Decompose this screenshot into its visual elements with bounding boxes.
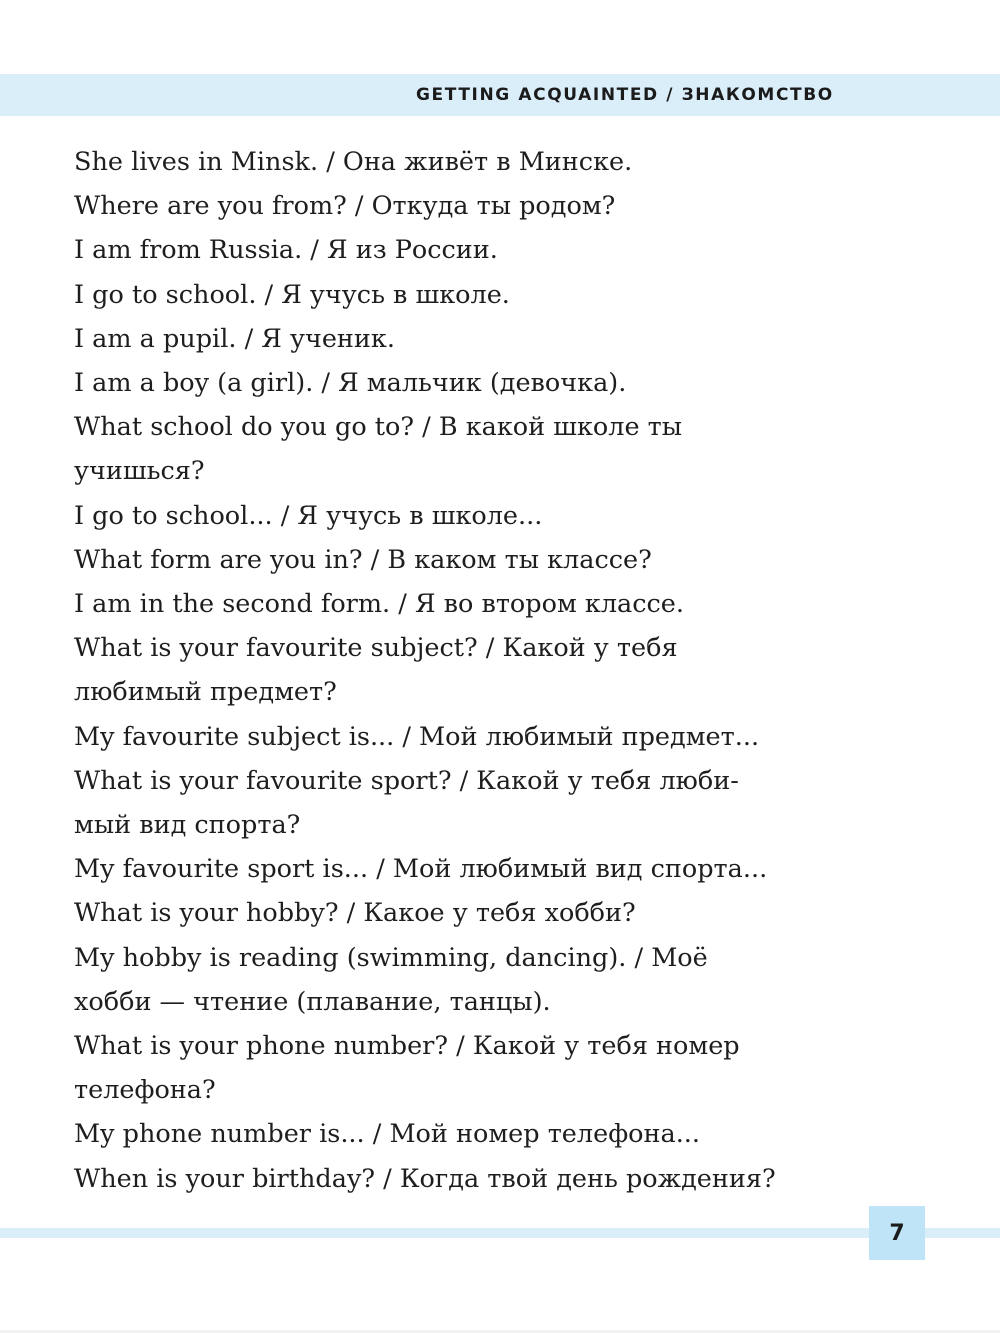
phrase-text: What is your favourite sport? / Какой у тебя люби- (74, 765, 739, 796)
section-title: GETTING ACQUAINTED / ЗНАКОМСТВО (416, 85, 834, 105)
phrase-text: I am a pupil. / Я ученик. (74, 323, 395, 354)
phrase-item (74, 317, 954, 361)
phrase-continuation: телефона? (74, 1075, 216, 1106)
phrase-text: My favourite subject is... / Мой любимый предмет... (74, 721, 760, 752)
phrase-text: She lives in Minsk. / Она живёт в Минске. (74, 147, 633, 177)
phrase-text: My phone number is... / Мой номер телефона... (74, 1119, 701, 1150)
phrase-text: I am a boy (a girl). / Я мальчик (девочка). (74, 368, 627, 399)
phrase-text: Where are you from? / Откуда ты родом? (74, 191, 616, 222)
phrase-text: What is your phone number? / Какой у тебя номер (74, 1031, 740, 1062)
phrase-list (74, 140, 954, 1201)
phrase-item (74, 1024, 954, 1112)
phrase-text: What is your favourite subject? / Какой у тебя (74, 633, 678, 664)
phrase-text: My hobby is reading (swimming, dancing). / Моё (74, 942, 708, 973)
phrase-item (74, 140, 954, 184)
page-number-text: 7 (889, 1220, 905, 1246)
phrase-text: I go to school. / Я учусь в школе. (74, 279, 510, 310)
phrase-item (74, 273, 954, 317)
phrase-item (74, 361, 954, 405)
phrase-item (74, 1112, 954, 1156)
phrase-item (74, 759, 954, 847)
phrase-item (74, 1157, 954, 1201)
phrase-text: I go to school... / Я учусь в школе... (74, 500, 543, 531)
phrase-item (74, 494, 954, 538)
phrase-item (74, 891, 954, 935)
phrase-text: What is your hobby? / Какое у тебя хобби? (74, 898, 636, 929)
phrase-item (74, 582, 954, 626)
phrase-item (74, 538, 954, 582)
phrase-continuation: хобби — чтение (плавание, танцы). (74, 986, 551, 1017)
phrase-continuation: любимый предмет? (74, 677, 337, 708)
phrase-text: My favourite sport is... / Мой любимый вид спорта... (74, 854, 768, 885)
phrase-item (74, 847, 954, 891)
phrase-text: What form are you in? / В каком ты классе? (74, 544, 652, 575)
phrase-text: I am in the second form. / Я во втором классе. (74, 589, 684, 620)
phrase-text: I am from Russia. / Я из России. (74, 235, 498, 266)
phrase-item (74, 184, 954, 228)
phrase-item (74, 936, 954, 1024)
phrase-item (74, 405, 954, 493)
phrase-item (74, 228, 954, 272)
footer-divider (0, 1228, 1000, 1238)
phrase-text: When is your birthday? / Когда твой день рождения? (74, 1163, 776, 1194)
page-number (869, 1206, 925, 1260)
phrase-continuation: мый вид спорта? (74, 810, 301, 841)
phrase-item (74, 715, 954, 759)
phrase-continuation: учишься? (74, 456, 205, 487)
phrase-text: What school do you go to? / В какой школе ты (74, 412, 683, 443)
phrase-item (74, 626, 954, 714)
